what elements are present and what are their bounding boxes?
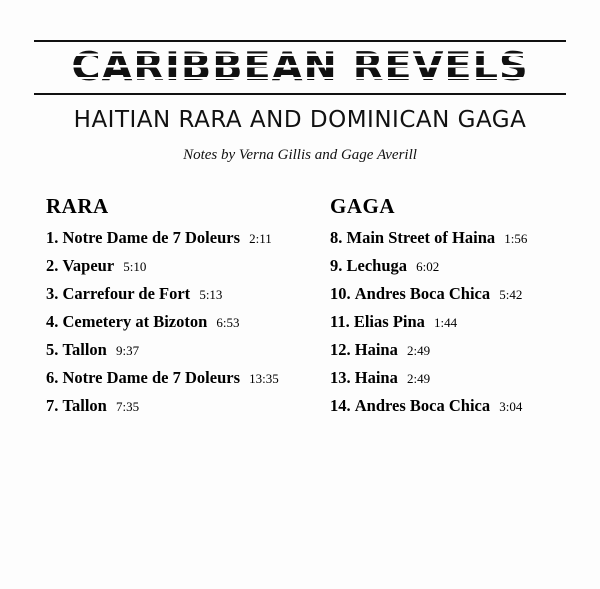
- section-heading-gaga: GAGA: [330, 194, 395, 218]
- track-number: 13.: [330, 368, 351, 387]
- track-duration: 3:04: [499, 399, 523, 414]
- track-duration: 2:11: [249, 231, 272, 246]
- track-title: Lechuga: [346, 256, 408, 275]
- track-number: 6.: [46, 368, 59, 387]
- track-row: [46, 342, 306, 359]
- track-row: [330, 230, 566, 247]
- track-duration: 5:42: [499, 287, 523, 302]
- notes-credit: Notes by Verna Gillis and Gage Averill: [183, 147, 417, 163]
- track-number: 7.: [46, 396, 59, 415]
- track-duration: 7:35: [115, 399, 140, 414]
- track-row: [330, 314, 566, 331]
- track-number: 11.: [330, 312, 350, 331]
- track-row: [330, 286, 566, 303]
- track-number: 12.: [330, 340, 351, 359]
- track-title: Haina: [354, 368, 398, 387]
- track-number: 14.: [330, 396, 351, 415]
- track-row: [46, 286, 306, 303]
- track-duration: 6:02: [416, 259, 440, 274]
- track-number: 4.: [46, 312, 59, 331]
- track-duration: 1:44: [434, 315, 458, 330]
- track-row: [46, 314, 306, 331]
- album-title: CARIBBEAN REVELS: [29, 48, 572, 87]
- track-number: 9.: [330, 256, 343, 275]
- track-title: Tallon: [62, 340, 107, 359]
- track-duration: 9:37: [115, 343, 140, 358]
- track-duration: 2:49: [406, 371, 431, 386]
- track-row: [330, 398, 566, 415]
- section-heading-rara: RARA: [46, 194, 109, 218]
- bottom-whitespace: [34, 426, 566, 576]
- subtitle-block: [34, 95, 566, 164]
- track-row: [46, 398, 306, 415]
- album-subtitle: HAITIAN RARA AND DOMINICAN GAGA: [73, 107, 527, 133]
- track-title: Tallon: [62, 396, 107, 415]
- track-duration: 5:10: [123, 259, 147, 274]
- track-duration: 6:53: [216, 315, 240, 330]
- title-block: [34, 42, 566, 90]
- track-title: Cemetery at Bizoton: [62, 312, 208, 331]
- track-number: 8.: [330, 228, 343, 247]
- track-duration: 2:49: [406, 343, 431, 358]
- track-number: 2.: [46, 256, 59, 275]
- track-title: Carrefour de Fort: [62, 284, 191, 303]
- track-title: Andres Boca Chica: [354, 396, 491, 415]
- tracklist-column-gaga: [306, 194, 566, 426]
- track-title: Elias Pina: [353, 312, 425, 331]
- track-number: 10.: [330, 284, 351, 303]
- tracklist-column-rara: [46, 194, 306, 426]
- track-title: Notre Dame de 7 Doleurs: [62, 368, 240, 387]
- track-row: [46, 370, 306, 387]
- track-duration: 13:35: [249, 371, 279, 386]
- track-duration: 1:56: [504, 231, 528, 246]
- track-title: Haina: [354, 340, 398, 359]
- track-title: Main Street of Haina: [346, 228, 496, 247]
- track-title: Andres Boca Chica: [354, 284, 491, 303]
- track-number: 1.: [46, 228, 59, 247]
- track-title: Notre Dame de 7 Doleurs: [62, 228, 240, 247]
- liner-content: [34, 40, 566, 576]
- track-row: [330, 342, 566, 359]
- track-number: 5.: [46, 340, 59, 359]
- track-row: [330, 370, 566, 387]
- track-number: 3.: [46, 284, 59, 303]
- track-row: [330, 258, 566, 275]
- tracklist-columns: [34, 194, 566, 426]
- track-row: [46, 230, 306, 247]
- track-row: [46, 258, 306, 275]
- track-title: Vapeur: [62, 256, 115, 275]
- track-duration: 5:13: [199, 287, 223, 302]
